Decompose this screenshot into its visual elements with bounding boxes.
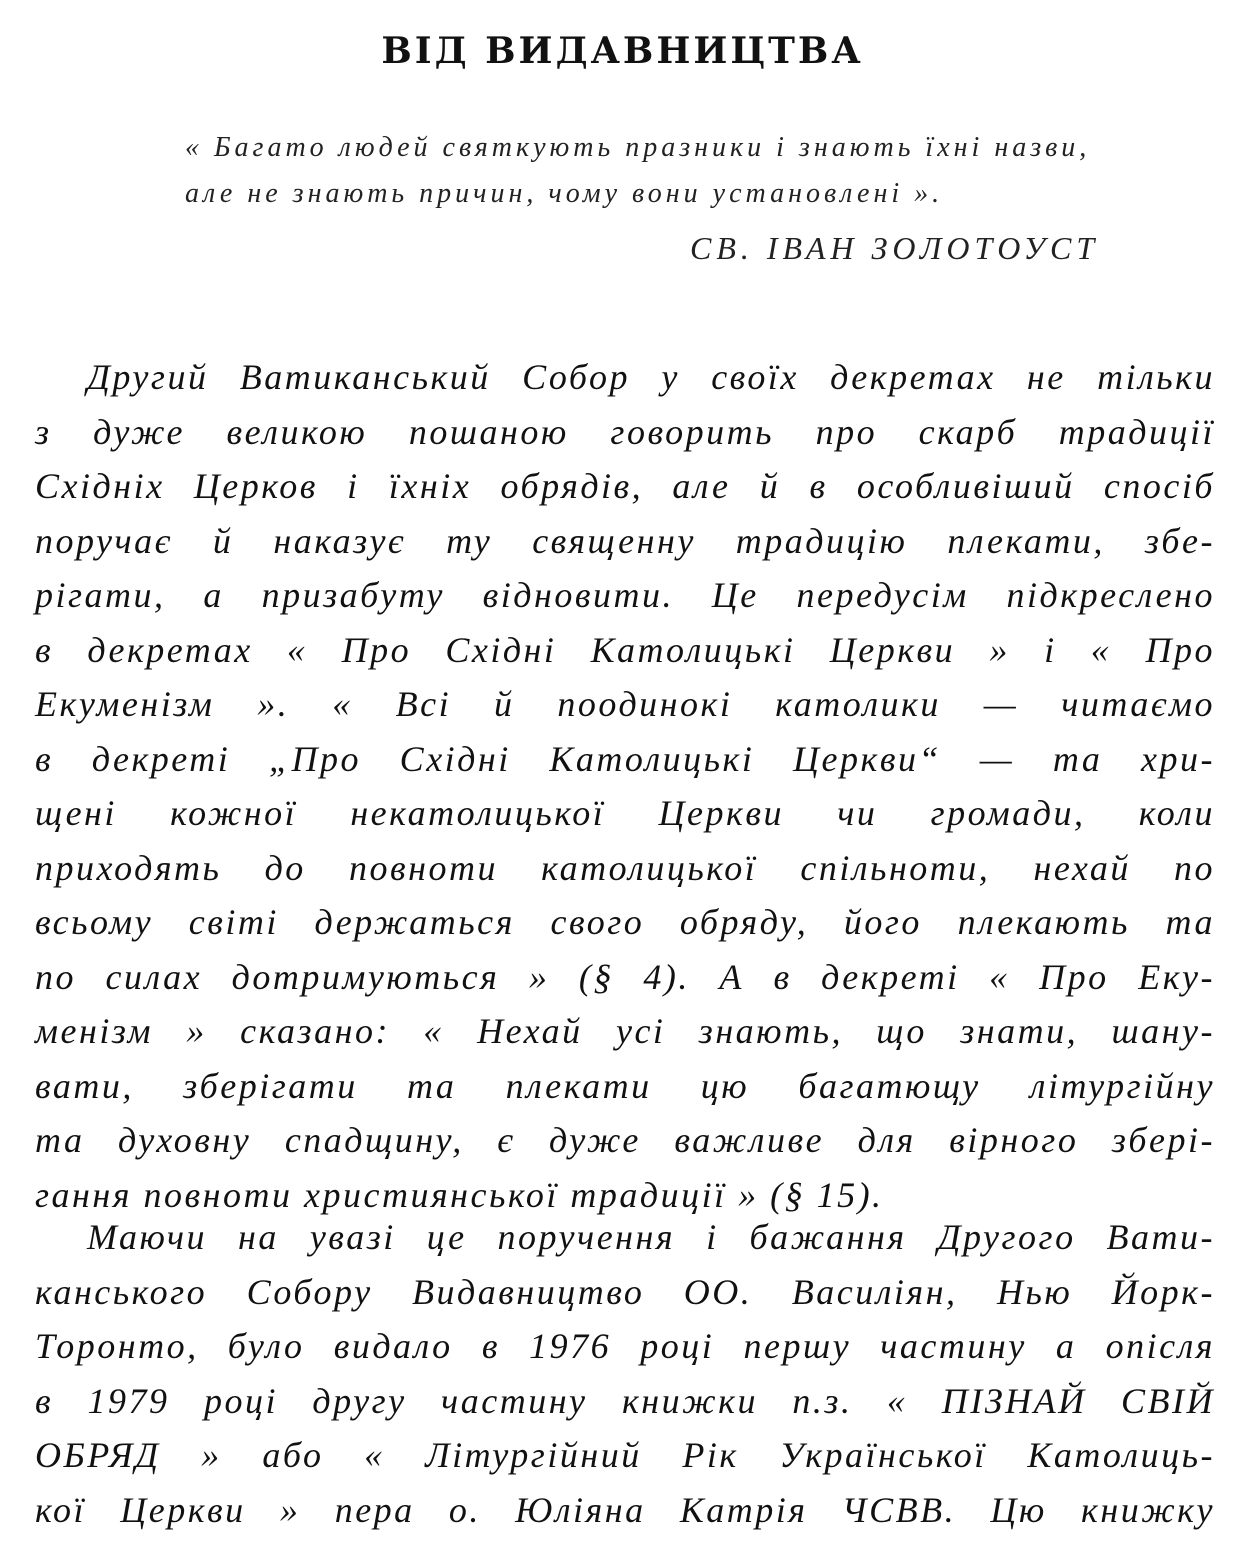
page-title: ВІД ВИДАВНИЦТВА [381,30,864,72]
text-line: Маючи на увазі це поручення і бажання Другого Вати- [87,1217,1215,1257]
text-line: Другий Ватиканський Собор у своїх декретах не тільки [87,357,1215,397]
text-line: Східніх Церков і їхніх обрядів, але й в особливіший спосіб [35,466,1215,506]
text-line: вати, зберігати та плекати цю багатющу літургійну [35,1065,1215,1106]
text-line: поручає й наказує ту священну традицію плекати, збе- [35,520,1215,561]
epigraph-attribution: СВ. ІВАН ЗОЛОТОУСТ [690,230,1100,266]
paragraph-2 [35,1210,1215,1537]
text-line: в декретах « Про Східні Католицькі Церкви » і « Про [35,629,1215,670]
text-line: рігати, а призабуту відновити. Це передусім підкреслено [35,575,1215,615]
text-line: з дуже великою пошаною говорить про скарб традиції [35,411,1215,452]
text-line: в 1979 році другу частину книжки п.з. « ПІЗНАЙ СВІЙ [35,1380,1215,1421]
text-line: гання повноти християнської традиції » (§ 15). [35,1174,884,1215]
text-line: кої Церкви » пера о. Юліяна Катрія ЧСВВ. Цю книжку [35,1489,1215,1530]
text-line: всьому світі держаться свого обряду, його плекають та [35,902,1215,942]
text-line: Екуменізм ». « Всі й поодинокі католики — читаємо [35,684,1215,724]
text-line: приходять до повноти католицької спільноти, нехай по [35,847,1215,888]
epigraph [185,125,1215,217]
epigraph-line: « Багато людей святкують празники і знають їхні назви, [185,132,1091,163]
paragraph-1 [35,350,1215,1222]
text-line: Торонто, було видало в 1976 році першу частину а опісля [35,1326,1215,1366]
epigraph-line: але не знають причин, чому вони установлені ». [185,178,944,209]
text-line: канського Собору Видавництво ОО. Василіян, Нью Йорк- [35,1271,1215,1312]
text-line: та духовну спадщину, є дуже важливе для вірного зберi- [35,1120,1215,1160]
text-line: по силах дотримуються » (§ 4). А в декреті « Про Еку- [35,956,1215,997]
text-line: в декреті „Про Східні Католицькі Церкви“ — та хри- [35,738,1215,779]
text-line: ОБРЯД » або « Літургійний Рік Української Католиць- [35,1435,1215,1475]
text-line: менізм » сказано: « Нехай усі знають, що знати, шану- [35,1011,1215,1051]
text-line: щені кожної некатолицької Церкви чи громади, коли [35,793,1215,833]
